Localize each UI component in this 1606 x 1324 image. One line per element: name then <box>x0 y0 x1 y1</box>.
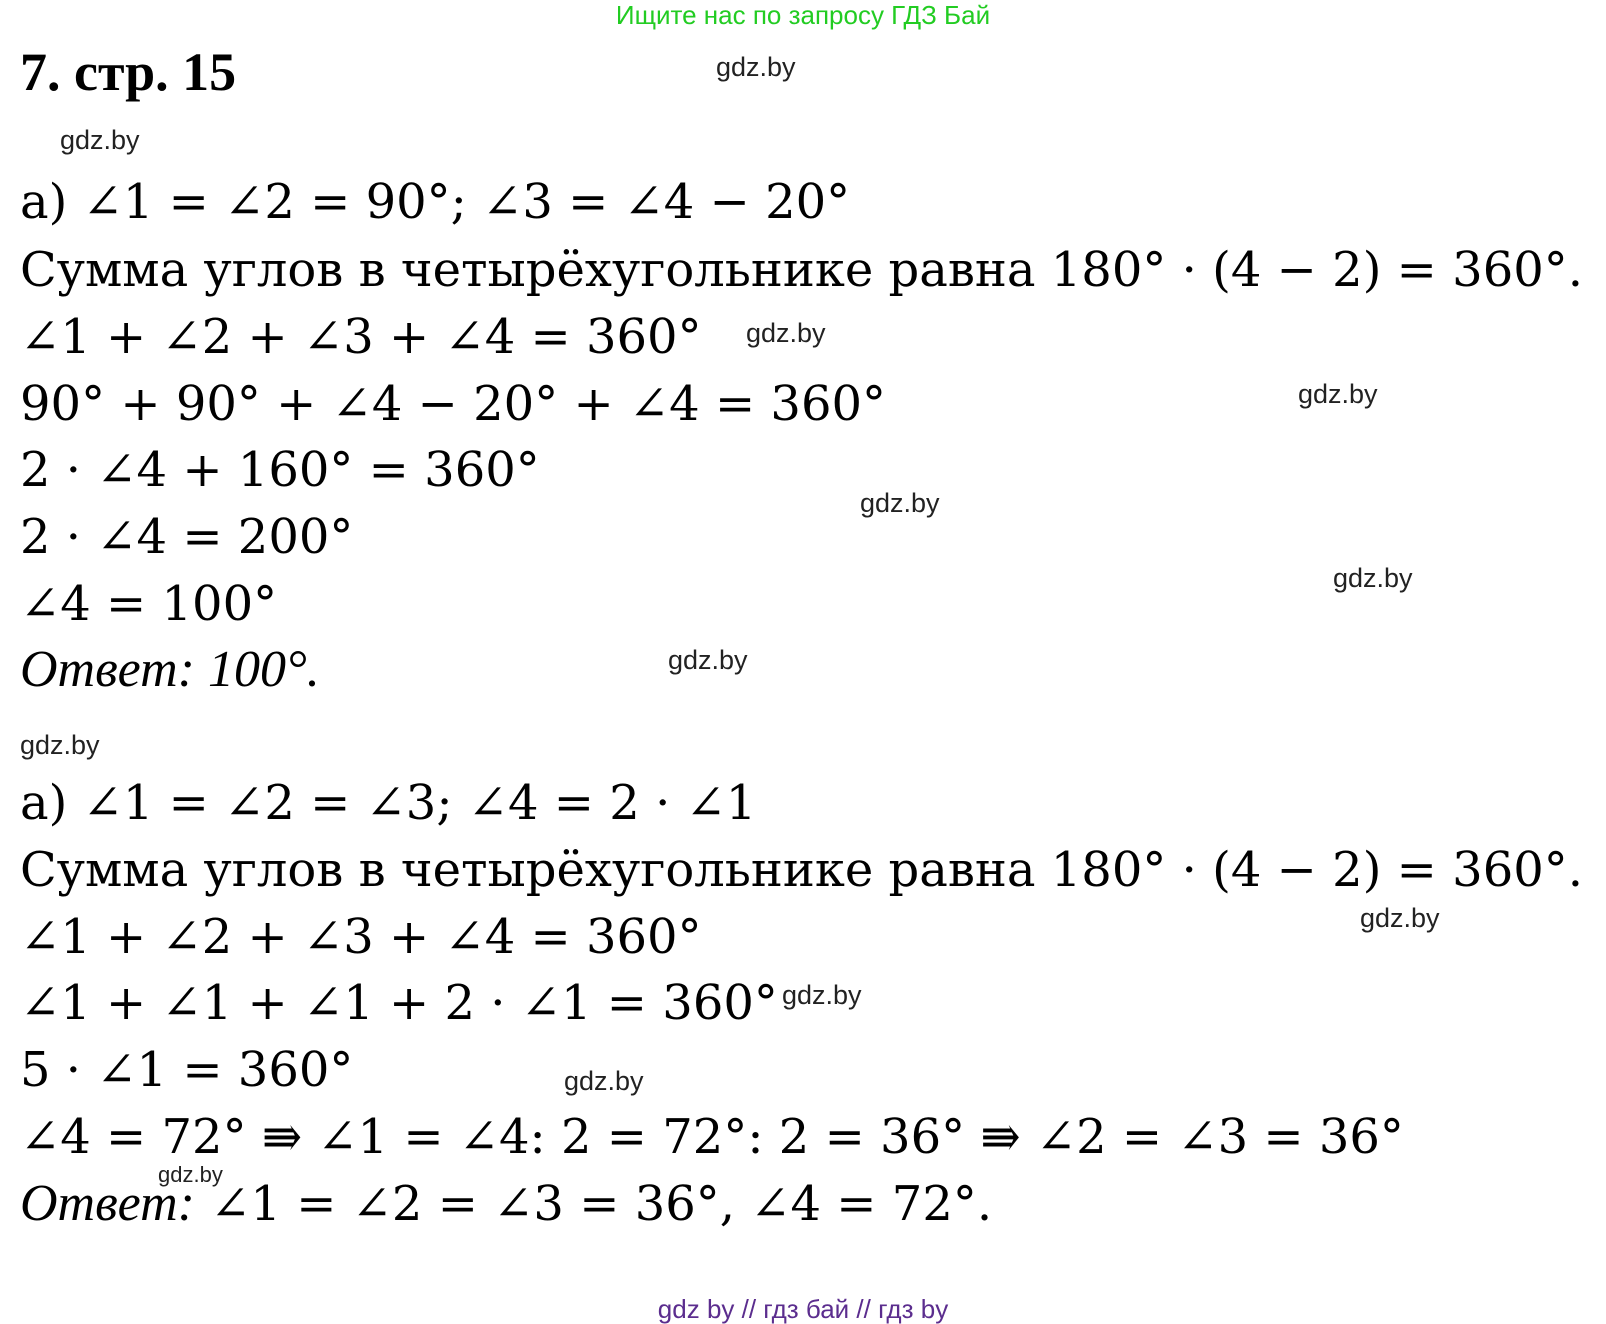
part-b-step-3: 5 · ∠1 = 360° <box>20 1042 354 1098</box>
part-a-step-4: 2 · ∠4 = 200° <box>20 509 354 565</box>
part-a-step-3: 2 · ∠4 + 160° = 360° <box>20 442 540 498</box>
part-a-given: а) ∠1 = ∠2 = 90°; ∠3 = ∠4 − 20° <box>20 174 851 230</box>
watermark: gdz.by <box>158 1162 223 1187</box>
watermark: gdz.by <box>782 980 862 1010</box>
part-a-answer <box>20 640 320 700</box>
part-a-answer-value: 100°. <box>207 641 320 698</box>
top-banner: Ищите нас по запросу ГДЗ Бай <box>615 0 991 30</box>
part-b-step-2: ∠1 + ∠1 + ∠1 + 2 · ∠1 = 360° <box>20 975 778 1031</box>
part-b-given: а) ∠1 = ∠2 = ∠3; ∠4 = 2 · ∠1 <box>20 775 757 831</box>
watermark: gdz.by <box>1333 563 1413 593</box>
part-a-step-5: ∠4 = 100° <box>20 576 278 632</box>
watermark: gdz.by <box>716 52 796 82</box>
part-a-step-2: 90° + 90° + ∠4 − 20° + ∠4 = 360° <box>20 376 887 432</box>
watermark: gdz.by <box>668 645 748 675</box>
watermark: gdz.by <box>1298 379 1378 409</box>
part-b-step-1: ∠1 + ∠2 + ∠3 + ∠4 = 360° <box>20 909 702 965</box>
watermark: gdz.by <box>1360 903 1440 933</box>
part-b-sum-note: Сумма углов в четырёхугольнике равна 180° · (4 − 2) = 360°. <box>20 842 1584 898</box>
part-a-sum-note: Сумма углов в четырёхугольнике равна 180° · (4 − 2) = 360°. <box>20 242 1584 298</box>
watermark: gdz.by <box>564 1066 644 1096</box>
part-b-answer-value: ∠1 = ∠2 = ∠3 = 36°, ∠4 = 72°. <box>194 1176 993 1232</box>
exercise-title: 7. стр. 15 <box>20 42 237 102</box>
watermark: gdz.by <box>60 125 140 155</box>
part-b-answer-label: Ответ: <box>20 1175 195 1232</box>
part-a-step-1: ∠1 + ∠2 + ∠3 + ∠4 = 360° <box>20 309 702 365</box>
footer-links: gdz by // гдз бай // гдз by <box>657 1294 949 1324</box>
part-a-answer-label: Ответ: <box>20 641 195 698</box>
watermark: gdz.by <box>860 488 940 518</box>
watermark: gdz.by <box>746 318 826 348</box>
part-b-step-4: ∠4 = 72° ⇛ ∠1 = ∠4: 2 = 72°: 2 = 36° ⇛ ∠2 = ∠3 = 36° <box>20 1109 1404 1165</box>
watermark: gdz.by <box>20 730 100 760</box>
